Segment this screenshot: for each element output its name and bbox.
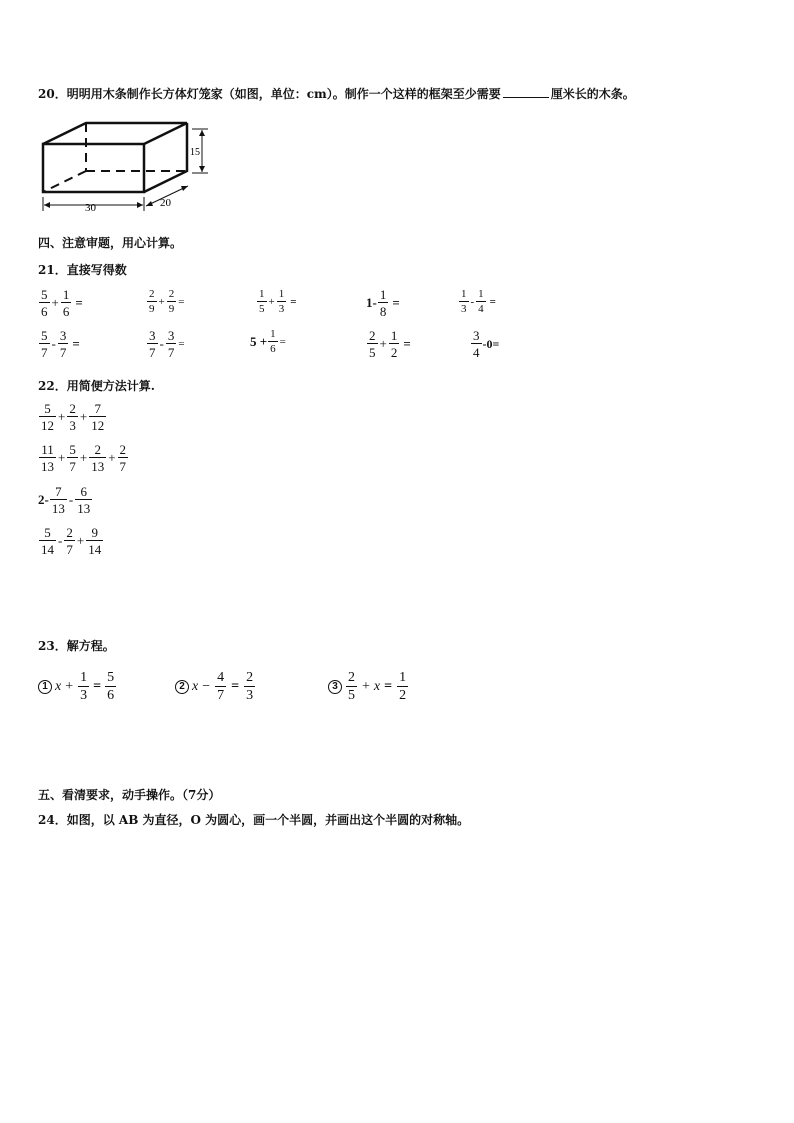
- circled-number: 3: [328, 680, 342, 694]
- length-label: 30: [85, 202, 96, 214]
- q23-title: 23．解方程。: [38, 639, 115, 653]
- q22-title: 22．用简便方法计算.: [38, 379, 155, 393]
- q21-item: $\frac{1}{3}$ - $\frac{1}{4}$ =: [461, 288, 496, 315]
- q21-item: $\frac{3}{4}$ -0=: [473, 328, 500, 360]
- q21-title: 21．直接写得数: [38, 263, 127, 277]
- q22-expression-2: $\frac{11}{13}$ + $\frac{5}{7}$ + $\frac{2}{13}$ + $\frac{2}{7}$: [41, 442, 127, 474]
- q21-item: 5 + $\frac{1}{6}$ =: [250, 328, 286, 355]
- q20-text: [38, 85, 635, 102]
- circled-number: 2: [175, 680, 189, 694]
- q20-prefix: 20．明明用木条制作长方体灯笼家（如图，单位：cm）。制作一个这样的框架至少需要: [38, 87, 501, 101]
- q21-item: $\frac{2}{5}$ + $\frac{1}{2}$ =: [369, 328, 411, 360]
- section4-title: 四、注意审题，用心计算。: [38, 236, 183, 250]
- height-label: 15: [190, 147, 200, 158]
- q23-equation-1: 1 x + $\frac{1}{3}$ = $\frac{5}{6}$: [38, 671, 117, 703]
- q20-answer-blank[interactable]: [503, 86, 549, 98]
- cuboid-top-face: [43, 123, 187, 144]
- q21-item: $\frac{2}{9}$ + $\frac{2}{9}$ =: [149, 288, 185, 315]
- q21-item: $\frac{3}{7}$ - $\frac{3}{7}$ =: [149, 328, 185, 360]
- q22-expression-3: 2- $\frac{7}{13}$ - $\frac{6}{13}$: [38, 484, 91, 516]
- q21-item: $\frac{1}{5}$ + $\frac{1}{3}$ =: [259, 288, 297, 315]
- q23-equation-2: 2 x − $\frac{4}{7}$ = $\frac{2}{3}$: [175, 671, 256, 703]
- width-label: 20: [160, 197, 171, 209]
- q24-text: 24．如图，以 AB 为直径，O 为圆心，画一个半圆，并画出这个半圆的对称轴。: [38, 813, 470, 827]
- circled-number: 1: [38, 680, 52, 694]
- hidden-edge-depth: [43, 171, 86, 192]
- q21-item: $\frac{5}{6}$ + $\frac{1}{6}$ =: [41, 287, 83, 319]
- section5-title: 五、看清要求，动手操作。（7分）: [38, 788, 221, 802]
- q22-expression-4: $\frac{5}{14}$ - $\frac{2}{7}$ + $\frac{9}{14}$: [41, 525, 102, 557]
- q21-item: $\frac{5}{7}$ - $\frac{3}{7}$ =: [41, 328, 80, 360]
- q22-expression-1: $\frac{5}{12}$ + $\frac{2}{3}$ + $\frac{7}{12}$: [41, 401, 105, 433]
- q23-equation-3: 3 $\frac{2}{5}$ + x = $\frac{1}{2}$: [328, 671, 409, 703]
- q20-suffix: 厘米长的木条。: [550, 87, 635, 101]
- cuboid-figure: [30, 115, 220, 220]
- q21-item: 1- $\frac{1}{8}$ =: [366, 287, 400, 319]
